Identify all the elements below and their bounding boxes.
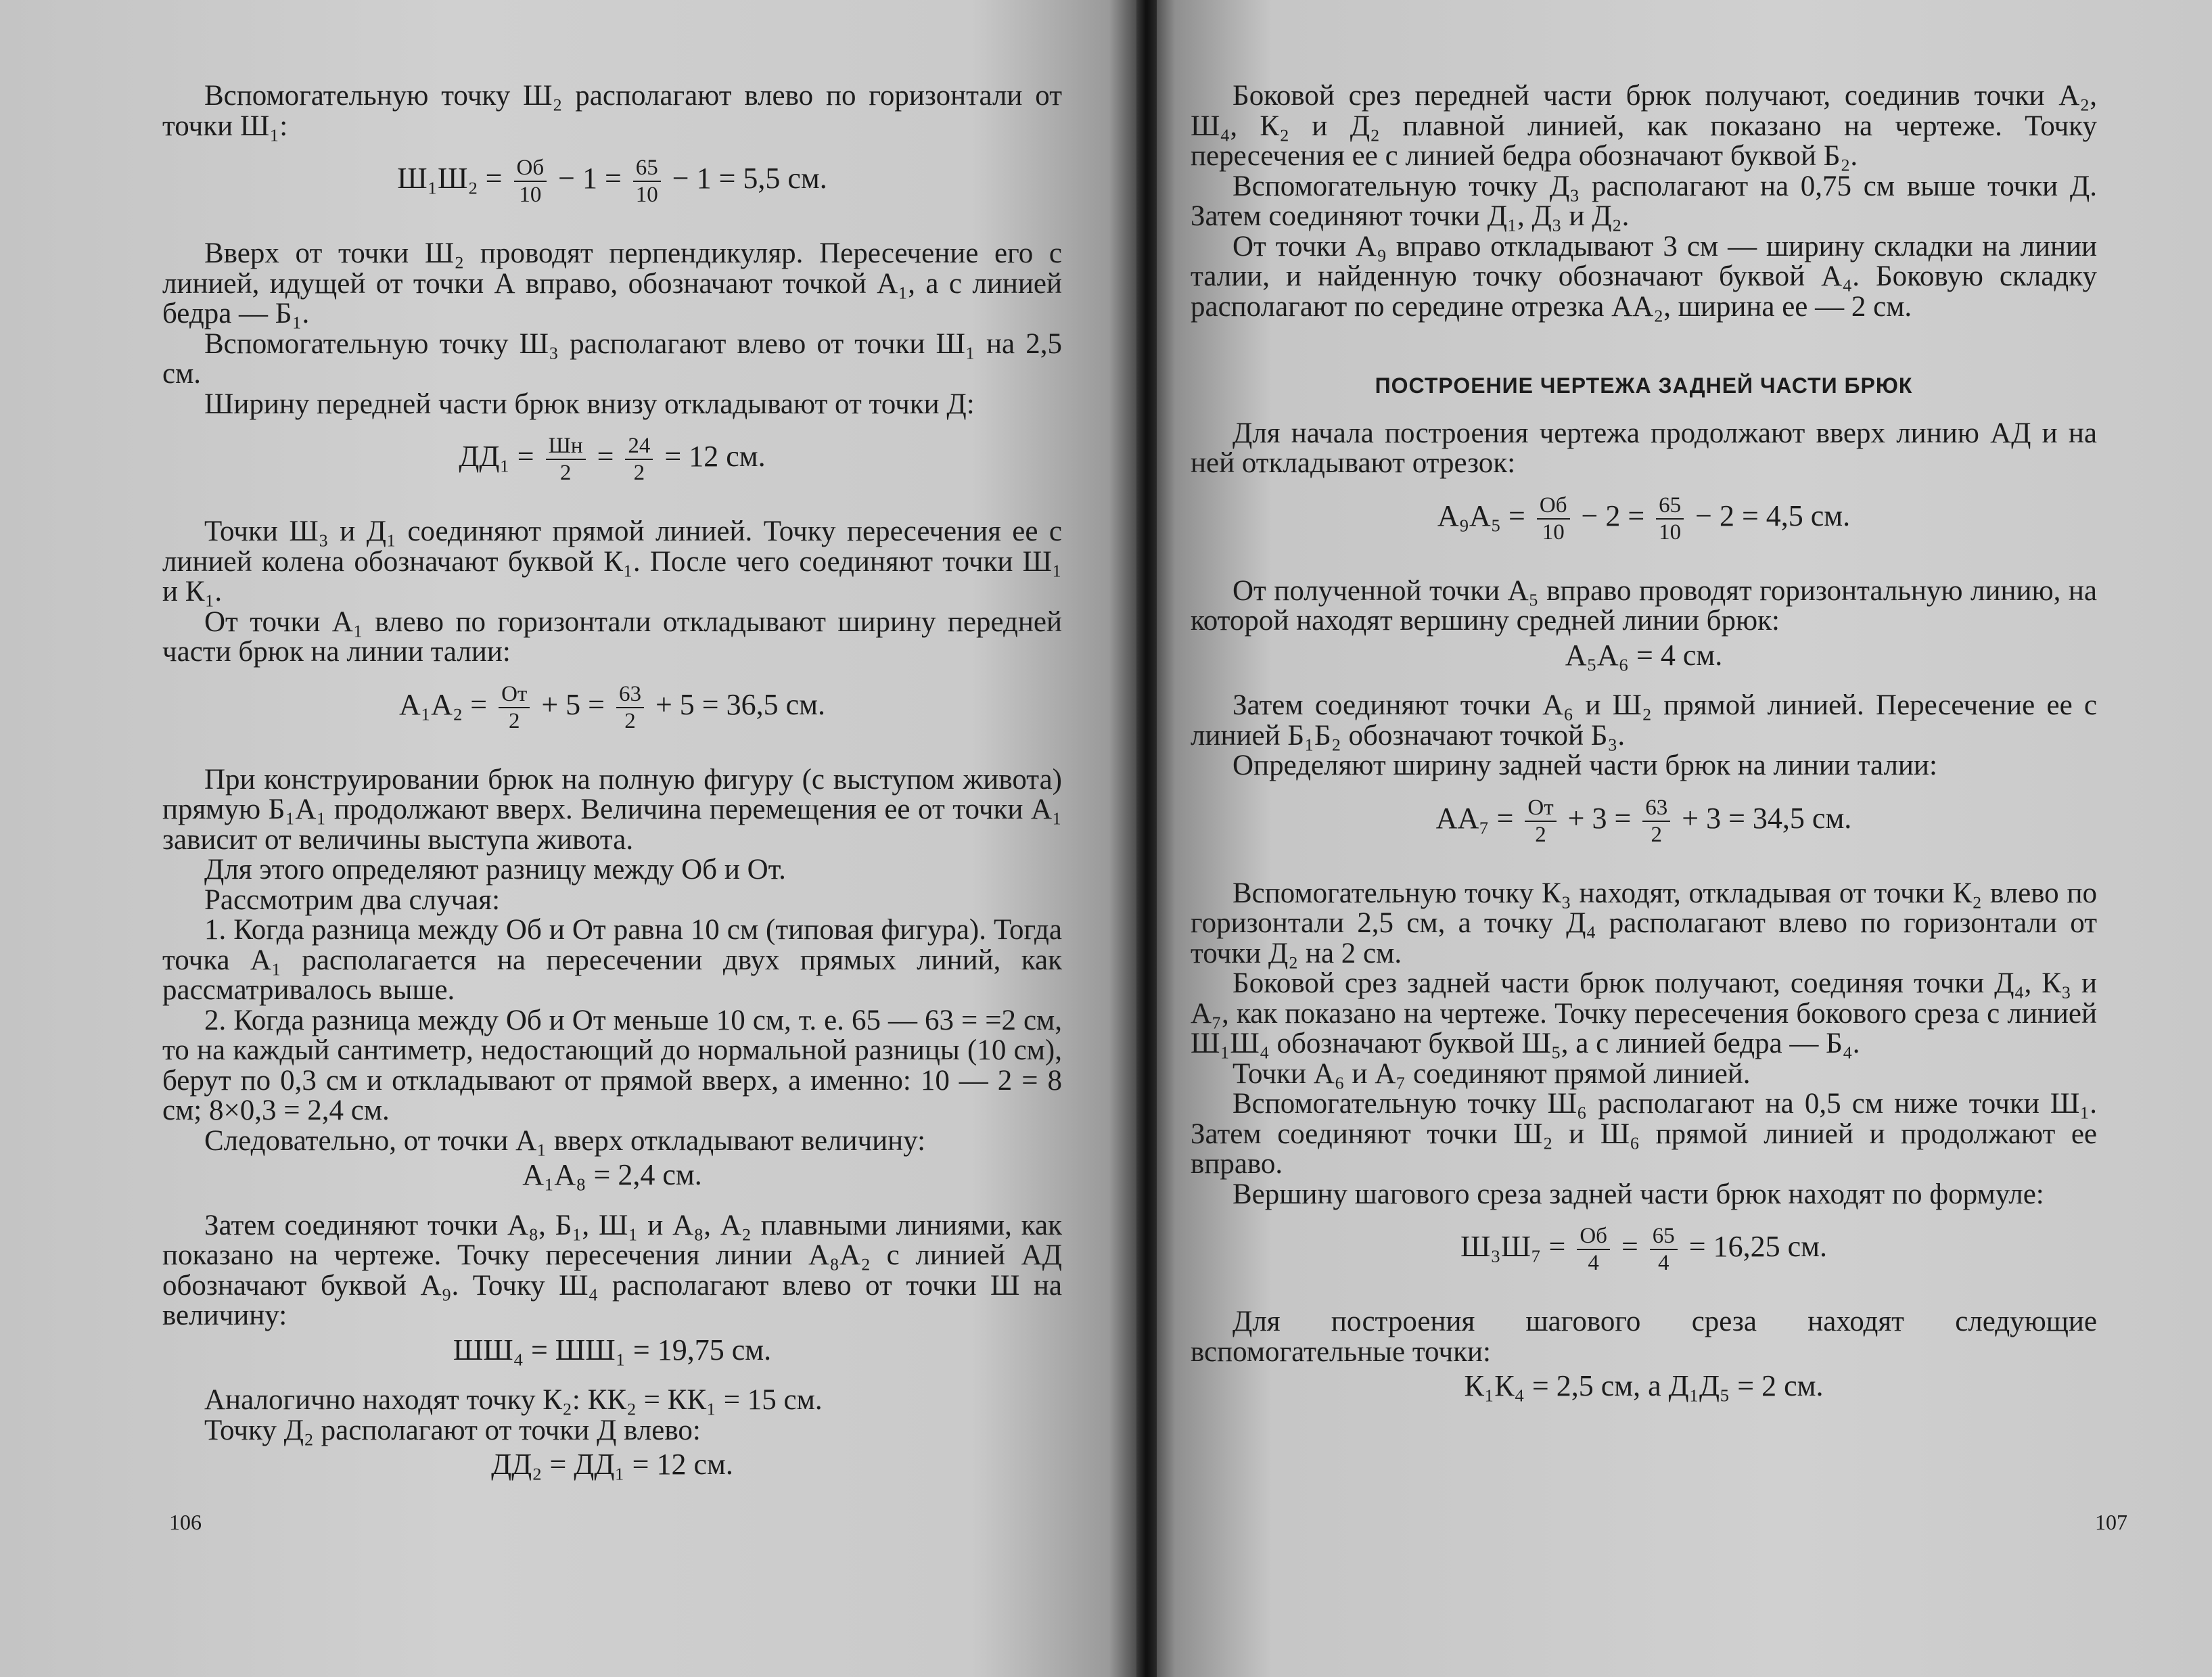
formula: А₅А₆ = 4 см.	[1565, 638, 1723, 672]
formula: А₉А₅ = $\frac{Об}{10}$ − 2 = $\frac{65}{10}$ − 2 = 4,5 см.	[1437, 492, 1851, 545]
paragraph: Для этого определяют разницу между Об и От.	[204, 854, 786, 886]
right-page	[1143, 0, 2212, 1677]
paragraph: Вверх от точки Ш₂ проводят перпендикуляр. Пересечение его с линией, идущей от точки А вправо, обозначают точкой А₁, а с линией бедра — Б₁.	[162, 237, 1062, 329]
formula: Ш₃Ш₇ = $\frac{Об}{4}$ = $\frac{65}{4}$ = 16,25 см.	[1460, 1224, 1827, 1275]
paragraph: 2. Когда разница между Об и От меньше 10 см, т. е. 65 — 63 = =2 см, то на каждый сантиметр, недостающий до нормальной разницы (10 см), берут по 0,3 см и откладывают от прямой вверх, а именно: 10 — 2 = 8 см; 8×0,3 = 2,4 см.	[162, 1004, 1062, 1126]
paragraph: Вспомогательную точку Ш₆ располагают на 0,5 см ниже точки Ш₁. Затем соединяют точки Ш₂ и Ш₆ прямой линией и продолжают ее вправо.	[1191, 1088, 2097, 1180]
paragraph: Следовательно, от точки А₁ вверх откладывают величину:	[204, 1124, 926, 1157]
paragraph: При конструировании брюк на полную фигуру (с выступом живота) прямую Б₁А₁ продолжают вверх. Величина перемещения ее от точки А₁ зависит от величины выступа живота.	[162, 763, 1062, 856]
paragraph: Аналогично находят точку К₂: КК₂ = КК₁ = 15 см.	[204, 1384, 823, 1416]
section-heading: ПОСТРОЕНИЕ ЧЕРТЕЖА ЗАДНЕЙ ЧАСТИ БРЮК	[1375, 373, 1913, 398]
paragraph: Боковой срез задней части брюк получают, соединяя точки Д₄, К₃ и А₇, как показано на чертеже. Точку пересечения бокового среза с линией Ш₁Ш₄ обозначают буквой Ш₅, а с линией бедра — Б₄.	[1191, 967, 2097, 1059]
paragraph: Точки А₆ и А₇ соединяют прямой линией.	[1232, 1057, 1751, 1090]
right-page-text	[1191, 81, 2097, 1402]
paragraph: Вспомогательную точку Ш₂ располагают влево по горизонтали от точки Ш₁:	[162, 80, 1062, 142]
formula: К₁К₄ = 2,5 см, а Д₁Д₅ = 2 см.	[1464, 1369, 1824, 1402]
paragraph: Для построения шагового среза находят следующие вспомогательные точки:	[1191, 1306, 2097, 1368]
paragraph: Для начала построения чертежа продолжают вверх линию АД и на ней откладывают отрезок:	[1191, 417, 2097, 479]
paragraph: Рассмотрим два случая:	[204, 883, 501, 916]
paragraph: Затем соединяют точки А₆ и Ш₂ прямой линией. Пересечение ее с линией Б₁Б₂ обозначают точкой Б₃.	[1191, 689, 2097, 752]
formula: ДД₁ = $\frac{Шн}{2}$ = $\frac{24}{2}$ = 12 см.	[459, 434, 766, 485]
paragraph: Затем соединяют точки А₈, Б₁, Ш₁ и А₈, А₂ плавными линиями, как показано на чертеже. Точку пересечения линии А₈А₂ с линией АД обозначают буквой А₉. Точку Ш₄ располагают влево от точки Ш на величину:	[162, 1209, 1062, 1331]
page-number: 106	[169, 1510, 202, 1534]
paragraph: Вспомогательную точку К₃ находят, откладывая от точки К₂ влево по горизонтали 2,5 см, а точку Д₄ располагают влево по горизонтали от точки Д₂ на 2 см.	[1191, 877, 2097, 969]
book-spine	[1136, 0, 1157, 1677]
formula: ДД₂ = ДД₁ = 12 см.	[491, 1448, 733, 1481]
paragraph: Вспомогательную точку Д₃ располагают на 0,75 см выше точки Д. Затем соединяют точки Д₁, Д₃ и Д₂.	[1191, 170, 2097, 232]
formula: Ш₁Ш₂ = $\frac{Об}{10}$ − 1 = $\frac{65}{10}$ − 1 = 5,5 см.	[397, 156, 827, 207]
formula: А₁А₈ = 2,4 см.	[522, 1158, 702, 1191]
formula: А₁А₂ = $\frac{От}{2}$ + 5 = $\frac{63}{2}$ + 5 = 36,5 см.	[399, 681, 825, 733]
left-page-text	[162, 81, 1062, 1480]
paragraph: От полученной точки А₅ вправо проводят горизонтальную линию, на которой находят вершину средней линии брюк:	[1191, 574, 2097, 637]
paragraph: Ширину передней части брюк внизу откладывают от точки Д:	[204, 388, 975, 420]
formula: АА₇ = $\frac{От}{2}$ + 3 = $\frac{63}{2}$ + 3 = 34,5 см.	[1435, 795, 1852, 847]
paragraph: От точки А₉ вправо откладывают 3 см — ширину складки на линии талии, и найденную точку обозначают буквой А₄. Боковую складку располагают по середине отрезка АА₂, ширина ее — 2 см.	[1191, 230, 2097, 323]
paragraph: Вершину шагового среза задней части брюк находят по формуле:	[1232, 1178, 2044, 1210]
paragraph: 1. Когда разница между Об и От равна 10 см (типовая фигура). Тогда точка А₁ располагается на пересечении двух прямых линий, как рассматривалось выше.	[162, 914, 1062, 1006]
paragraph: От точки А₁ влево по горизонтали откладывают ширину передней части брюк на линии талии:	[162, 605, 1062, 668]
paragraph: Боковой срез передней части брюк получают, соединив точки А₂, Ш₄, К₂ и Д₂ плавной линией, как показано на чертеже. Точку пересечения ее с линией бедра обозначают буквой Б₂.	[1191, 80, 2097, 172]
formula: ШШ₄ = ШШ₁ = 19,75 см.	[453, 1333, 772, 1366]
paragraph: Определяют ширину задней части брюк на линии талии:	[1232, 750, 1937, 781]
page-number: 107	[2095, 1510, 2127, 1534]
paragraph: Точки Ш₃ и Д₁ соединяют прямой линией. Точку пересечения ее с линией колена обозначают буквой К₁. После чего соединяют точки Ш₁ и К₁.	[162, 515, 1062, 607]
paragraph: Точку Д₂ располагают от точки Д влево:	[204, 1414, 701, 1446]
paragraph: Вспомогательную точку Ш₃ располагают влево от точки Ш₁ на 2,5 см.	[162, 327, 1062, 390]
